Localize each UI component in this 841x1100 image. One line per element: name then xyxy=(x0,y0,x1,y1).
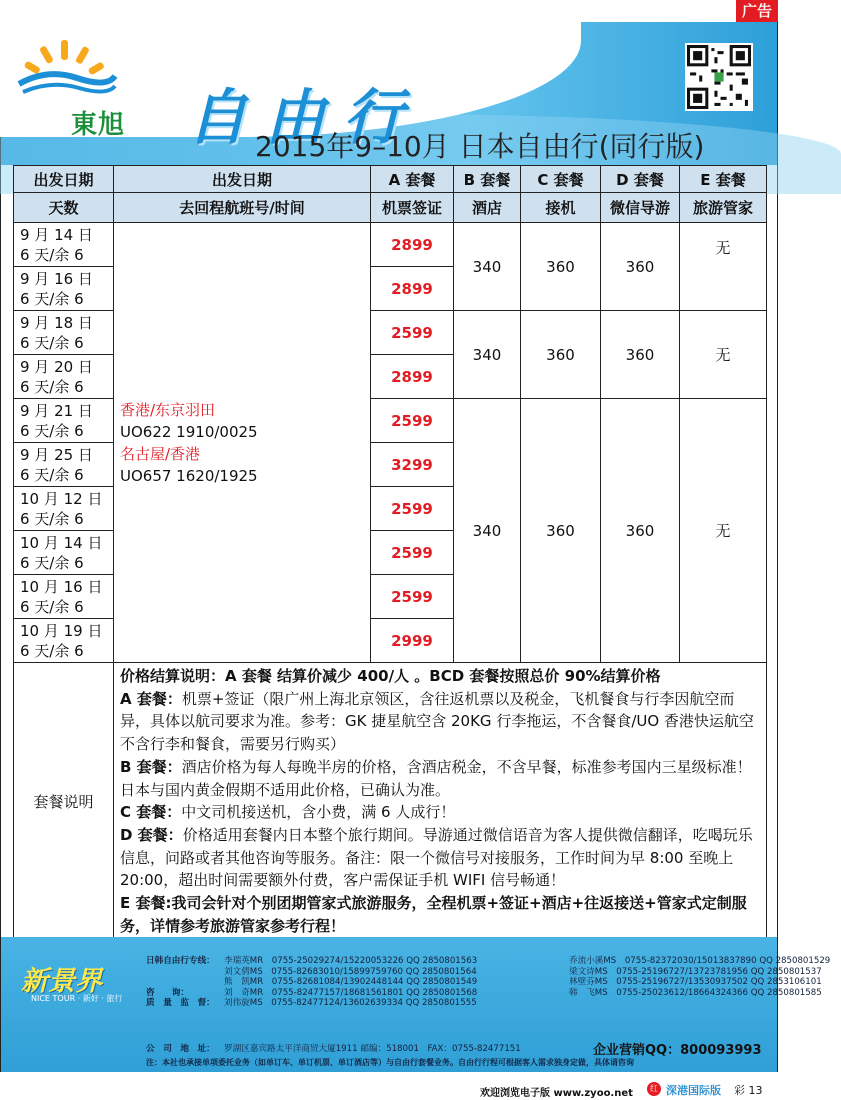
price-d: 360 xyxy=(601,311,680,399)
header-c: C 套餐 xyxy=(521,166,601,193)
header-date: 出发日期 xyxy=(14,166,114,193)
price-c: 360 xyxy=(521,223,601,311)
route-outbound: 香港/东京羽田 xyxy=(120,400,216,419)
flight-info xyxy=(114,223,371,663)
package-c-desc: C 套餐：中文司机接送机，含小费，满 6 人成行！ xyxy=(120,803,456,822)
date-cell: 9 月 25 日 6 天/余 6 xyxy=(14,443,114,487)
package-b-desc: B 套餐：酒店价格为每人每晚半房的价格，含酒店税金，不含早餐，标准参考国内三星级标准！日本与国内黄金假期不适用此价格，已确认为准。 xyxy=(120,757,752,799)
contact-row: 熊 凯MR 0755-82681084/13902448144 QQ 2850801549 林壁芬MS 0755-25196727/13530937502 QQ 2853106101 xyxy=(224,977,822,988)
header-hotel: 酒店 xyxy=(454,193,521,223)
date-cell: 10 月 16 日 6 天/余 6 xyxy=(14,575,114,619)
price-a: 2599 xyxy=(371,487,454,531)
package-description-row xyxy=(14,663,767,940)
price-table xyxy=(13,165,767,940)
date-cell: 10 月 12 日 6 天/余 6 xyxy=(14,487,114,531)
enterprise-qq: 企业营销QQ：800093993 xyxy=(593,1043,762,1058)
page-footer-bar xyxy=(0,1078,778,1100)
price-c: 360 xyxy=(521,311,601,399)
date-cell: 9 月 18 日 6 天/余 6 xyxy=(14,311,114,355)
date-cell: 10 月 14 日 6 天/余 6 xyxy=(14,531,114,575)
contact-row: 刘文倩MS 0755-82683010/15899759760 QQ 2850801564 梁文诗MS 0755-25196727/13723781956 QQ 2850801537 xyxy=(224,966,822,977)
qr-code-icon xyxy=(685,43,753,111)
price-a: 2999 xyxy=(371,619,454,663)
date-cell: 9 月 16 日 6 天/余 6 xyxy=(14,267,114,311)
package-e-desc: E 套餐:我司会针对个别团期管家式旅游服务，全程机票+签证+酒店+往返接送+管家式定制服务，详情参考旅游管家参考行程！ xyxy=(120,894,747,935)
contact-row: 日韩自由行专线： 李瑞英MR 0755-25029274/15220053226 QQ 2850801563 乔流小溪MS 0755-82372030/15013837890 QQ 2850801529 xyxy=(146,956,831,966)
page-subtitle: 2015年9–10月 日本自由行(同行版) xyxy=(255,130,705,163)
price-e: 无 xyxy=(680,311,767,399)
sun-logo-icon xyxy=(17,38,117,98)
header-d: D 套餐 xyxy=(601,166,680,193)
price-d: 360 xyxy=(601,223,680,311)
flight-outbound: UO622 1910/0025 xyxy=(120,422,258,441)
header-ticket-visa: 机票签证 xyxy=(371,193,454,223)
price-a: 2599 xyxy=(371,575,454,619)
agency-logo: 新景界 xyxy=(21,966,102,997)
date-cell: 9 月 21 日 6 天/余 6 xyxy=(14,399,114,443)
date-cell: 9 月 14 日 6 天/余 6 xyxy=(14,223,114,267)
contact-row: 咨 询： 刘 奇MR 0755-82477157/18681561801 QQ 2850801568 韩 飞MS 0755-25023612/18664324366 QQ 2850801585 xyxy=(146,987,822,998)
agency-logo-sub: NICE TOUR · 新好 · 旅行 xyxy=(31,994,123,1003)
header-wechat-guide: 微信导游 xyxy=(601,193,680,223)
header-b: B 套餐 xyxy=(454,166,521,193)
price-a: 2599 xyxy=(371,311,454,355)
price-a: 2899 xyxy=(371,267,454,311)
header-butler: 旅游管家 xyxy=(680,193,767,223)
header-days: 天数 xyxy=(14,193,114,223)
price-a: 2599 xyxy=(371,531,454,575)
settlement-note: 价格结算说明：A 套餐 结算价减少 400/人 。BCD 套餐按照总价 90%结算价格 xyxy=(120,667,661,685)
price-c: 360 xyxy=(521,399,601,663)
price-b: 340 xyxy=(454,223,521,311)
edition-badge: 红 xyxy=(647,1082,661,1096)
footer-contact-panel xyxy=(1,937,831,1072)
website-text: 欢迎浏览电子版 www.zyoo.net xyxy=(480,1088,633,1099)
page-title: 自由行 xyxy=(187,83,421,153)
date-cell: 9 月 20 日 6 天/余 6 xyxy=(14,355,114,399)
price-b: 340 xyxy=(454,399,521,663)
route-return: 名古屋/香港 xyxy=(120,444,201,463)
header-a: A 套餐 xyxy=(371,166,454,193)
header-e: E 套餐 xyxy=(680,166,767,193)
ad-tag-right: 广告 xyxy=(736,0,778,22)
price-a: 3299 xyxy=(371,443,454,487)
header-banner xyxy=(1,22,777,165)
price-a: 2599 xyxy=(371,399,454,443)
header-flight: 去回程航班号/时间 xyxy=(114,193,371,223)
edition-name: 深港国际版 xyxy=(666,1084,721,1097)
advert-page xyxy=(0,22,831,1072)
price-e: 无 xyxy=(680,223,767,311)
flight-return: UO657 1620/1925 xyxy=(120,466,258,485)
price-a: 2899 xyxy=(371,355,454,399)
price-e: 无 xyxy=(680,399,767,663)
package-d-desc: D 套餐：价格适用套餐内日本整个旅行期间。导游通过微信语音为客人提供微信翻译，吃喝玩乐信息，问路或者其他咨询等服务。备注：限一个微信号对接服务，工作时间为早 8:00 至晚上 20:00，超出时间需要额外付费，客户需保证手机 WIFI 信号畅通！ xyxy=(120,825,753,890)
contact-list xyxy=(146,956,830,1009)
contact-row: 质 量 监 督： 刘伟旋MS 0755-82477124/13602639334 QQ 2850801555 xyxy=(146,998,477,1009)
page-number: 彩 13 xyxy=(734,1084,763,1097)
package-description xyxy=(114,663,767,940)
price-a: 2899 xyxy=(371,223,454,267)
package-a-desc: A 套餐：机票+签证（限广州上海北京领区，含往返机票以及税金，飞机餐食与行李因航空而异，具体以航司要求为准。参考：GK 捷星航空含 20KG 行李拖运，不含餐食/UO 香港快运航空不含行李和餐食，需要另行购买） xyxy=(120,689,754,754)
header-date-2: 出发日期 xyxy=(114,166,371,193)
company-address: 公 司 地 址： 罗湖区嘉宾路太平洋商贸大厦1911 邮编：518001 FAX：0755-82477151 xyxy=(146,1044,521,1054)
header-pickup: 接机 xyxy=(521,193,601,223)
table-row xyxy=(14,223,767,267)
company-logo-text: 東旭 xyxy=(71,110,126,140)
footer-note: 注：本社也承接单项委托业务（如单订车、单订机票、单订酒店等）与自由行套餐业务。自由行行程可根据客人需求独身定做，具体请咨询 xyxy=(146,1058,634,1067)
price-d: 360 xyxy=(601,399,680,663)
price-b: 340 xyxy=(454,311,521,399)
package-description-label: 套餐说明 xyxy=(14,663,114,940)
date-cell: 10 月 19 日 6 天/余 6 xyxy=(14,619,114,663)
